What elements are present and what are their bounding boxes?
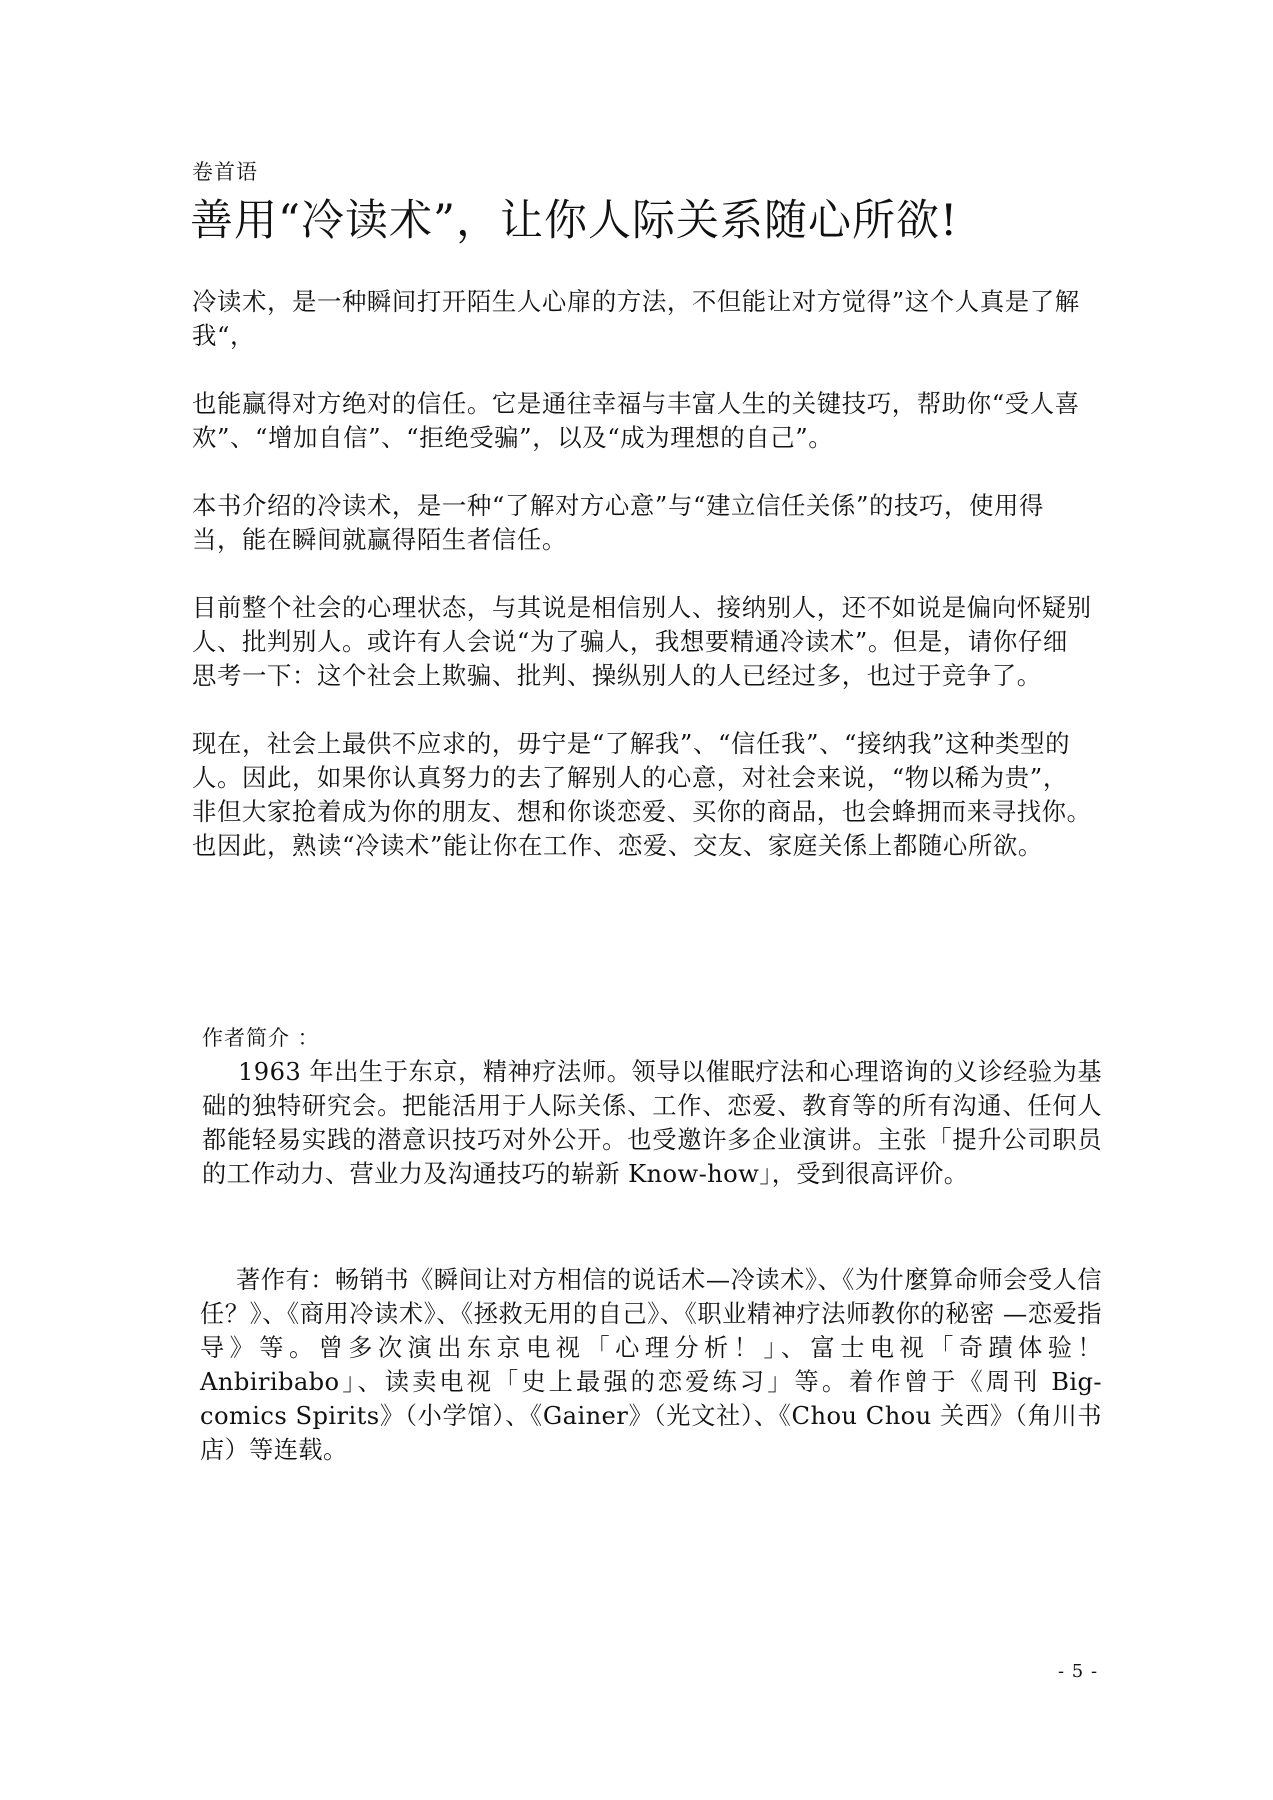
author-heading: 作者简介 ： xyxy=(202,1026,320,1050)
paragraph-5: 现在，社会上最供不应求的，毋宁是“了解我”、“信任我”、“接纳我”这种类型的人。因此，如果你认真努力的去了解别人的心意，对社会来说，“物以稀为贵”，非但大家抢着成为你的朋友、想和你谈恋爱、买你的商品，也会蜂拥而来寻找你。也因此，熟读“冷读术”能让你在工作、恋爱、交友、家庭关係上都随心所欲。 xyxy=(192,729,1092,860)
paragraph-4: 目前整个社会的心理状态，与其说是相信别人、接纳别人，还不如说是偏向怀疑别人、批判别人。或许有人会说“为了骗人，我想要精通冷读术”。但是，请你仔细思考一下：这个社会上欺骗、批判、操纵别人的人已经过多，也过于竞争了。 xyxy=(192,593,1092,690)
paragraph-2: 也能赢得对方绝对的信任。它是通往幸福与丰富人生的关键技巧，帮助你“受人喜欢”、“增加自信”、“拒绝受骗”，以及“成为理想的自己”。 xyxy=(192,389,1080,452)
page-number: - 5 - xyxy=(1058,1661,1099,1682)
page-title: 善用“冷读术”，让你人际关系随心所欲! xyxy=(190,196,959,246)
paragraph-3: 本书介绍的冷读术，是一种“了解对方心意”与“建立信任关係”的技巧，使用得当，能在瞬间就赢得陌生者信任。 xyxy=(192,491,1044,554)
paragraph-1: 冷读术，是一种瞬间打开陌生人心扉的方法，不但能让对方觉得”这个人真是了解我“， xyxy=(192,287,1080,350)
author-section xyxy=(202,1023,1102,1191)
body-text xyxy=(192,285,1092,897)
author-bio: 1963 年出生于东京，精神疗法师。领导以催眠疗法和心理谘询的义诊经验为基础的独特研究会。把能活用于人际关係、工作、恋爱、教育等的所有沟通、任何人都能轻易实践的潜意识技巧对外公开。也受邀许多企业演讲。主张「提升公司职员的工作动力、营业力及沟通技巧的崭新 Know-how」，受到很高评价。 xyxy=(202,1058,1102,1188)
works-section xyxy=(200,1263,1102,1467)
author-works: 著作有：畅销书《瞬间让对方相信的说话术—冷读术》、《为什麼算命师会受人信任？》、《商用冷读术》、《拯救无用的自己》、《职业精神疗法师教你的秘密 —恋爱指导》等。曾多次演出东京电视「心理分析！」、富士电视「奇蹟体验！Anbiribabo」、读卖电视「史上最强的恋爱练习」等。着作曾于《周刊 Big-comics Spirits》（小学馆）、《Gainer》（光文社）、《Chou Chou 关西》（角川书店）等连载。 xyxy=(200,1266,1102,1464)
section-label: 卷首语 xyxy=(192,160,258,184)
